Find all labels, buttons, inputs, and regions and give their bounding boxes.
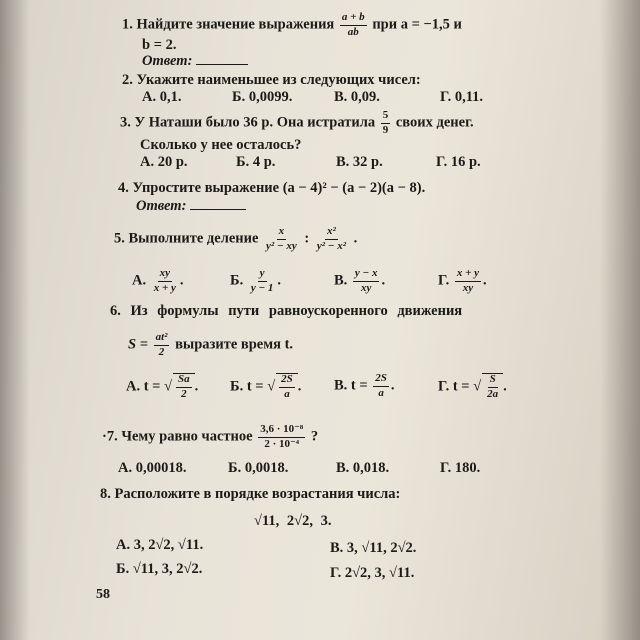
question-3-text-end: своих денег. [395, 114, 474, 131]
fraction-numerator: x [277, 226, 287, 240]
question-8-option-d: Г. 2√2, 3, √11. [330, 565, 415, 581]
question-3-option-c: В. 32 р. [336, 154, 383, 170]
fraction-denominator: x + y [153, 281, 176, 294]
question-2-option-d: Г. 0,11. [440, 89, 484, 105]
formula-s: S = [128, 336, 148, 353]
radical-icon: √ [473, 378, 482, 395]
fraction-numerator: x + y [455, 268, 481, 282]
option-fraction [249, 268, 276, 294]
question-2-number: 2. [122, 72, 133, 88]
option-fraction [152, 268, 178, 294]
question-5-option-a: А. $\frac{xy}{x + y}$ . [132, 267, 184, 294]
question-3-option-b: Б. 4 р. [236, 154, 276, 170]
fraction-numerator: 2S [373, 373, 389, 387]
page-shadow-right [600, 0, 640, 640]
question-7-fraction [258, 424, 305, 450]
option-fraction [279, 374, 295, 400]
question-7-option-d: Г. 180. [440, 460, 481, 476]
question-6-option-b: Б. t = √ $\frac{2S}{a}$ . [230, 373, 302, 400]
answer-blank [196, 64, 248, 65]
option-label: Б. t = [230, 378, 264, 395]
question-6-text-b: выразите время t. [175, 336, 294, 353]
fraction-denominator: a [284, 387, 290, 400]
question-2-text: Укажите наименьшее из следующих чисел: [136, 72, 421, 88]
radical-icon: √ [164, 378, 173, 395]
question-6-option-c: В. t = $\frac{2S}{a}$ . [334, 372, 395, 399]
fraction-denominator: y² − xy [266, 239, 297, 252]
option-fraction [373, 373, 389, 399]
fraction-denominator: 2 · 10⁻⁴ [264, 437, 300, 450]
number-3: 3. [320, 513, 332, 529]
option-fraction [485, 374, 500, 400]
fraction-numerator: Sa [176, 374, 192, 388]
answer-label: Ответ: [136, 198, 187, 214]
division-sign: : [304, 230, 310, 247]
question-4-answer [136, 199, 246, 214]
question-4-number: 4. [118, 180, 129, 196]
question-7-option-b: Б. 0,0018. [228, 460, 289, 476]
question-6-line-1 [110, 304, 462, 319]
question-7-option-c: В. 0,018. [336, 460, 390, 476]
fraction-numerator: y − x [353, 268, 380, 282]
fraction-denominator: a [378, 386, 384, 399]
fraction-numerator: S [488, 374, 498, 388]
question-3-text: У Наташи было 36 р. Она истратила [134, 114, 376, 131]
question-6-option-d: Г. t = √ $\frac{S}{2a}$ . [438, 373, 507, 400]
option-label: А. [132, 272, 147, 289]
question-6-line-2 [128, 332, 293, 358]
option-label: В. t = [334, 377, 368, 394]
question-1-answer [142, 54, 248, 69]
question-5-line-1 [114, 226, 357, 252]
question-1-number: 1. [122, 16, 133, 33]
question-7-text: Чему равно частное [121, 428, 253, 445]
question-8-option-a: А. 3, 2√2, √11. [116, 537, 204, 553]
fraction-numerator: 5 [381, 110, 391, 124]
question-3-option-a: А. 20 р. [140, 154, 188, 170]
fraction-denominator: xy [361, 281, 372, 294]
fraction-numerator: x² [325, 226, 338, 240]
question-5-option-c: В. $\frac{y - x}{xy}$ . [334, 267, 386, 294]
number-1: √11, [254, 513, 280, 529]
question-8-option-b: Б. √11, 3, 2√2. [116, 561, 203, 577]
question-5-option-d: Г. $\frac{x + y}{xy}$ . [438, 267, 487, 294]
question-2-option-b: Б. 0,0099. [232, 89, 293, 105]
option-label: Г. t = [438, 378, 470, 395]
question-6-number: 6. [110, 303, 121, 319]
option-fraction [455, 268, 481, 294]
question-8-text: Расположите в порядке возрастания числа: [114, 486, 401, 502]
option-fraction [176, 374, 192, 400]
question-5-fraction-1 [264, 226, 299, 252]
fraction-denominator: 2a [487, 387, 499, 400]
fraction-denominator: 9 [382, 123, 389, 136]
option-fraction [353, 268, 380, 294]
question-8-numbers [254, 514, 332, 529]
question-2-option-a: А. 0,1. [142, 89, 182, 105]
fraction-denominator: y − 1 [250, 281, 274, 294]
page-number: 58 [96, 587, 110, 602]
question-3-fraction [381, 110, 391, 136]
question-7-line-1 [102, 424, 318, 450]
question-7-number: ·7. [102, 428, 118, 445]
question-5-number: 5. [114, 230, 125, 247]
option-label: В. [334, 272, 348, 289]
question-2-option-c: В. 0,09. [334, 89, 380, 105]
question-1-text: Найдите значение выражения [136, 16, 335, 33]
question-7-option-a: А. 0,00018. [118, 460, 187, 476]
fraction-numerator: y [258, 268, 267, 282]
fraction-numerator: at² [154, 332, 170, 346]
question-2-line-1 [122, 73, 421, 88]
question-5-fraction-2 [315, 226, 348, 252]
question-8-line-1 [100, 487, 400, 502]
answer-label: Ответ: [142, 53, 193, 69]
question-1-fraction [340, 12, 367, 38]
question-mark: ? [310, 428, 319, 445]
question-4-text: Упростите выражение (a − 4)² − (a − 2)(a − 8). [132, 180, 426, 196]
question-3-option-d: Г. 16 р. [436, 154, 481, 170]
option-label: А. t = [126, 378, 161, 395]
radical-icon: √ [267, 378, 276, 395]
fraction-numerator: 2S [279, 374, 295, 388]
option-label: Г. [438, 272, 450, 289]
question-8-number: 8. [100, 486, 111, 502]
question-8-option-c: В. 3, √11, 2√2. [330, 540, 417, 556]
fraction-denominator: 2 [158, 345, 165, 358]
question-4-line-1 [118, 181, 425, 196]
fraction-denominator: xy [462, 281, 474, 294]
question-1-line-1 [122, 12, 462, 38]
question-3-line-2: Сколько у нее осталось? [140, 137, 302, 153]
fraction-denominator: y² − x² [316, 239, 347, 252]
question-6-fraction [154, 332, 170, 358]
question-6-option-a: А. t = √ $\frac{Sa}{2}$ . [126, 373, 199, 400]
fraction-numerator: 3,6 · 10⁻⁸ [258, 424, 305, 438]
fraction-numerator: a + b [340, 12, 367, 26]
question-5-text: Выполните деление [128, 230, 259, 247]
fraction-denominator: ab [347, 25, 359, 38]
page-shadow-left [0, 0, 30, 640]
question-1-condition: при a = −1,5 и [372, 16, 462, 33]
question-3-line-1 [120, 110, 474, 136]
answer-blank [190, 209, 246, 210]
question-5-option-b: Б. $\frac{y}{y - 1}$ . [230, 267, 282, 294]
question-3-number: 3. [120, 114, 131, 131]
question-5-period: . [353, 230, 358, 247]
question-6-text: Из формулы пути равноускоренного движения [130, 303, 463, 319]
number-2: 2√2, [286, 513, 314, 529]
fraction-denominator: 2 [181, 387, 187, 400]
question-1-line-2: b = 2. [142, 37, 177, 53]
option-label: Б. [230, 272, 244, 289]
fraction-numerator: xy [158, 268, 172, 282]
